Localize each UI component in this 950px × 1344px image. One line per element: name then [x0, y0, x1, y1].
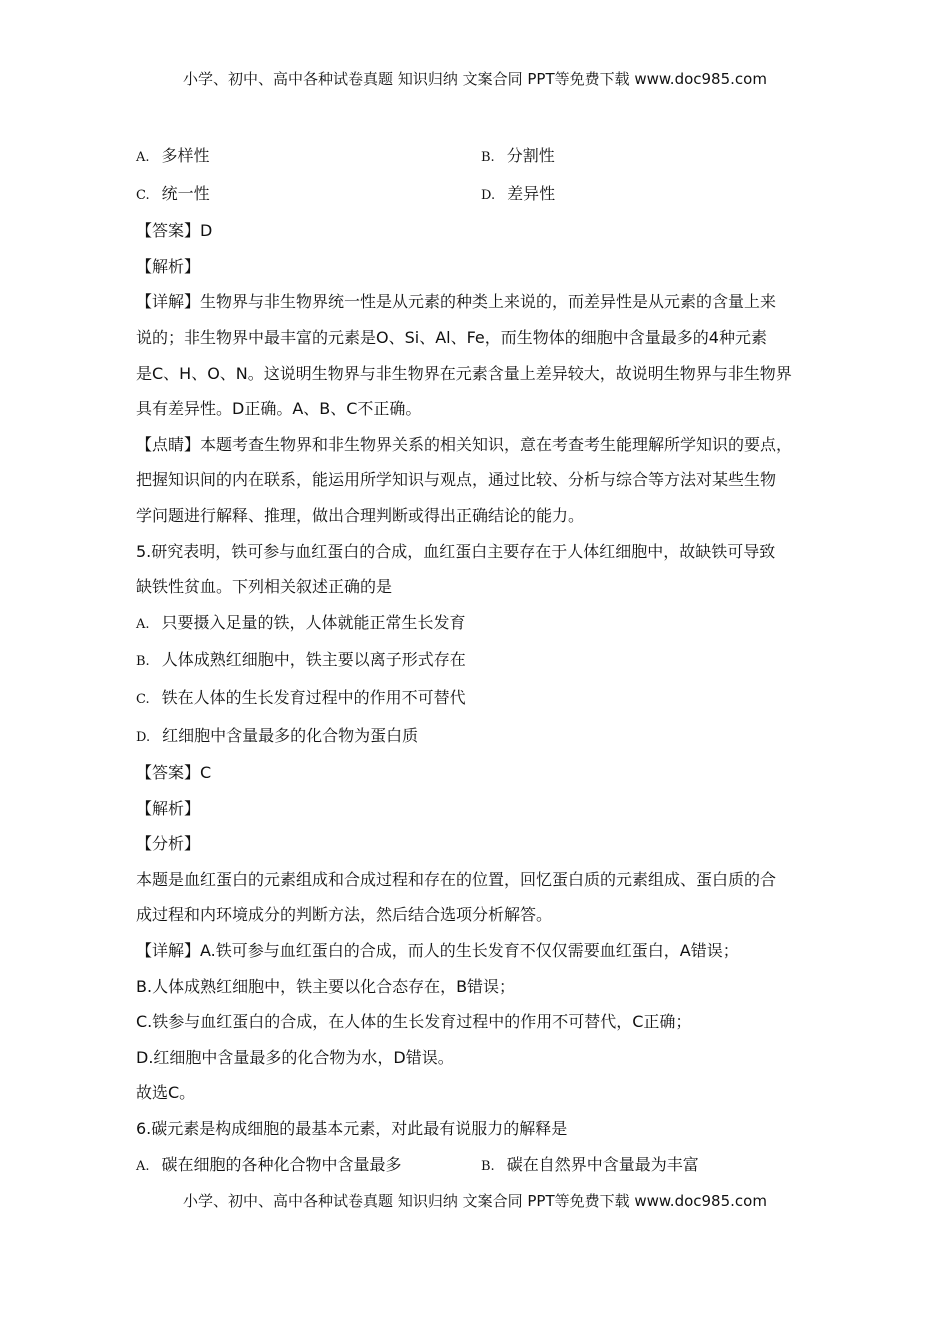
q4-point-line: 【点睛】本题考查生物界和非生物界关系的相关知识，意在考查考生能理解所学知识的要点， [136, 434, 793, 454]
q4-point-line: 把握知识间的内在联系，能运用所学知识与观点，通过比较、分析与综合等方法对某些生物 [136, 470, 777, 490]
q4-option-d: D. 差异性 [481, 183, 556, 203]
q6-stem: 6.碳元素是构成细胞的最基本元素，对此最有说服力的解释是 [136, 1119, 568, 1139]
q5-detail-line: 【详解】A.铁可参与血红蛋白的合成，而人的生长发育不仅仅需要血红蛋白，A错误； [136, 941, 739, 961]
q4-option-a: A. 多样性 [136, 146, 210, 165]
q5-option-b: B. 人体成熟红细胞中，铁主要以离子形式存在 [136, 650, 466, 670]
q5-option-a: A. 只要摄入足量的铁，人体就能正常生长发育 [136, 612, 466, 632]
q4-options-row-2 [136, 176, 826, 214]
q5-detail-line: 故选C。 [136, 1083, 196, 1103]
q5-option-d: D. 红细胞中含量最多的化合物为蛋白质 [136, 725, 419, 745]
q6-option-a: A. 碳在细胞的各种化合物中含量最多 [136, 1154, 402, 1174]
q5-answer: 【答案】C [136, 763, 212, 783]
q5-detail-line: D.红细胞中含量最多的化合物为水，D错误。 [136, 1047, 454, 1067]
q5-fenxi-line: 本题是血红蛋白的元素组成和合成过程和存在的位置，回忆蛋白质的元素组成、蛋白质的合 [136, 869, 777, 889]
page-footer: 小学、初中、高中各种试卷真题 知识归纳 文案合同 PPT等免费下载 www.doc985.com [183, 1192, 767, 1210]
document-body [136, 138, 826, 1184]
q6-option-b: B. 碳在自然界中含量最为丰富 [481, 1154, 699, 1174]
q4-point-line: 学问题进行解释、推理，做出合理判断或得出正确结论的能力。 [136, 505, 585, 525]
page-header: 小学、初中、高中各种试卷真题 知识归纳 文案合同 PPT等免费下载 www.doc985.com [183, 70, 767, 88]
q5-stem-line: 缺铁性贫血。下列相关叙述正确的是 [136, 577, 393, 597]
q5-detail-line: C.铁参与血红蛋白的合成，在人体的生长发育过程中的作用不可替代，C正确； [136, 1012, 692, 1032]
q4-option-b: B. 分割性 [481, 146, 555, 165]
q5-fenxi-label: 【分析】 [136, 834, 201, 854]
q5-detail-line: B.人体成熟红细胞中，铁主要以化合态存在，B错误； [136, 976, 516, 996]
q4-answer: 【答案】D [136, 221, 213, 241]
q4-detail-line: 是C、H、O、N。这说明生物界与非生物界在元素含量上差异较大，故说明生物界与非生物界 [136, 363, 792, 383]
q6-options-row-1 [136, 1147, 826, 1185]
q5-analysis-label: 【解析】 [136, 798, 201, 818]
q5-stem-line: 5.研究表明，铁可参与血红蛋白的合成，血红蛋白主要存在于人体红细胞中，故缺铁可导致 [136, 541, 776, 561]
q4-option-c: C. 统一性 [136, 183, 210, 203]
q4-options-row-1 [136, 138, 826, 176]
q4-detail-line: 具有差异性。D正确。A、B、C不正确。 [136, 399, 422, 419]
q4-detail-line: 【详解】生物界与非生物界统一性是从元素的种类上来说的，而差异性是从元素的含量上来 [136, 292, 777, 312]
q5-option-c: C. 铁在人体的生长发育过程中的作用不可替代 [136, 687, 466, 707]
q4-detail-line: 说的；非生物界中最丰富的元素是O、Si、Al、Fe，而生物体的细胞中含量最多的4种元素 [136, 327, 767, 347]
q4-analysis-label: 【解析】 [136, 256, 201, 276]
q5-fenxi-line: 成过程和内环境成分的判断方法，然后结合选项分析解答。 [136, 905, 553, 925]
